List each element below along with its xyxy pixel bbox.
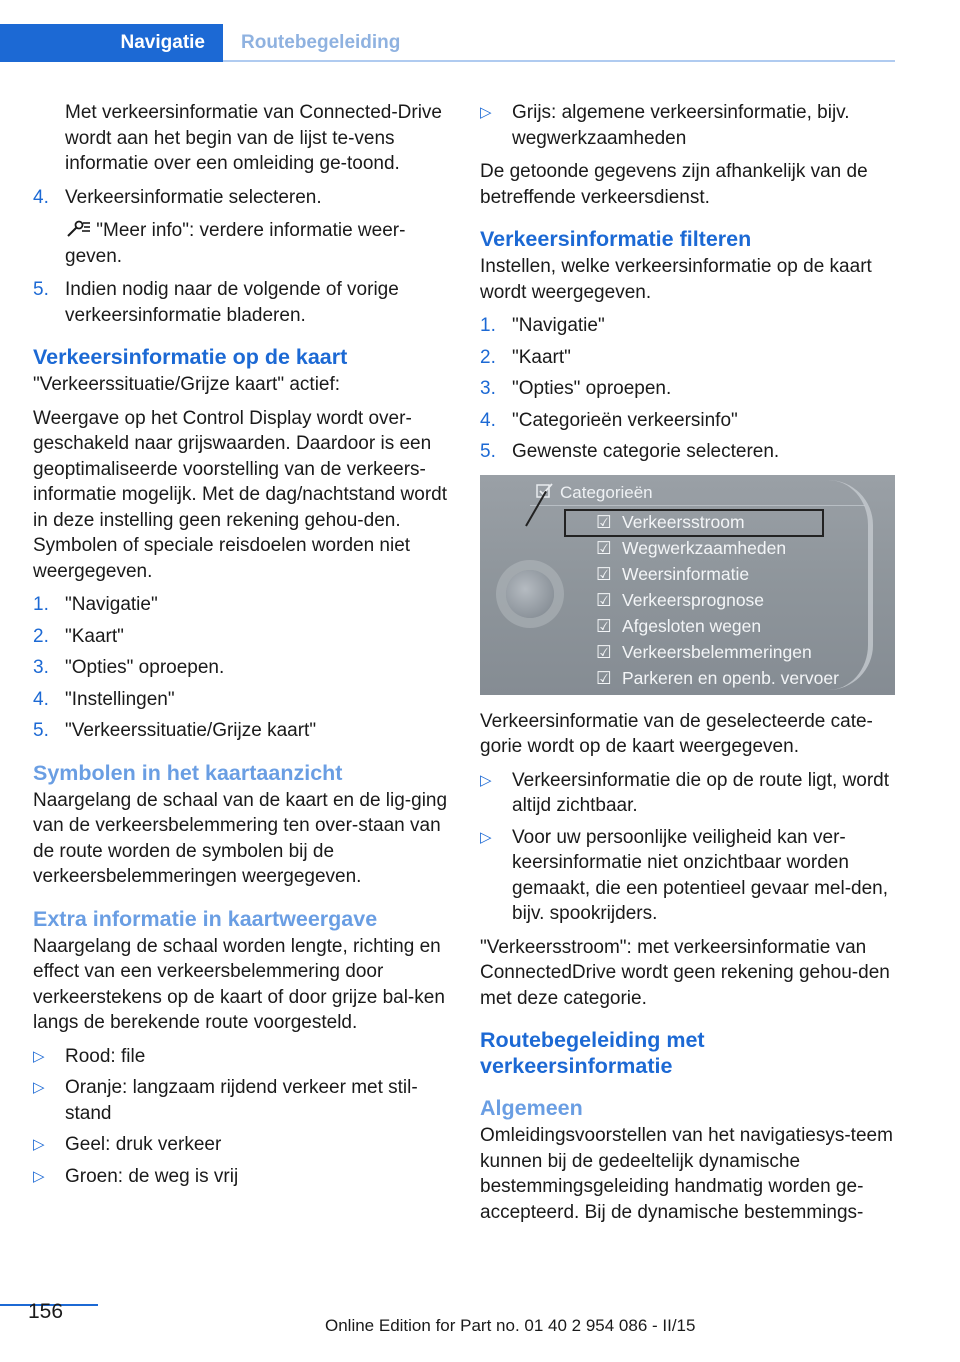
page-header (0, 24, 895, 62)
list-item (33, 1075, 448, 1126)
list-item (480, 825, 895, 927)
paragraph-symbolen: Naargelang de schaal van de kaart en de lig-ging van de verkeersbelemmering ten over-staan van de route worden de symbolen bij de verkeersbelemmeringen weergegeven. (33, 789, 448, 887)
category-label: Parkeren en openb. vervoer (622, 667, 839, 688)
left-column (33, 100, 448, 1197)
tab-navigatie[interactable]: Navigatie (0, 24, 223, 62)
paragraph-extra: Naargelang de schaal worden lengte, richting en effect van een verkeersbelemmering door verkeerstekens op de kaart of door grijze bal-ken langs de berekende route voorgesteld. (33, 935, 445, 1033)
step-number: 4. (480, 409, 496, 431)
bullet-text: Geel: druk verkeer (65, 1134, 222, 1155)
bullet-text: Rood: file (65, 1045, 146, 1067)
category-label: Wegwerkzaamheden (622, 537, 787, 558)
checkbox-checked-icon: ☑ (596, 563, 612, 584)
list-item (33, 1164, 448, 1190)
list-item (33, 277, 448, 328)
step-number: 4. (33, 186, 49, 208)
heading-routebegeleiding: Routebegeleiding met verkeersinformatie (480, 1028, 705, 1078)
steps-top-list-2 (33, 277, 448, 328)
list-item (33, 718, 448, 744)
list-item (480, 768, 895, 819)
paragraph-geselecteerd: Verkeersinformatie van de geselecteerde cate-gorie wordt op de kaart weergegeven. (480, 710, 873, 757)
heading-algemeen: Algemeen (480, 1096, 583, 1120)
list-item (480, 345, 895, 371)
category-item[interactable] (596, 665, 839, 691)
category-label: Verkeersprognose (622, 589, 765, 610)
visibility-bullet-list (480, 768, 895, 927)
step-text: "Navigatie" (65, 594, 158, 615)
category-item[interactable] (596, 613, 761, 639)
triangle-bullet-icon: ▷ (33, 1136, 45, 1153)
step-text: "Categorieën verkeersinfo" (512, 409, 738, 431)
list-item (480, 439, 895, 465)
step-number: 5. (33, 720, 49, 741)
screen-divider (530, 505, 865, 506)
paragraph-algemeen: Omleidingsvoorstellen van het navigatiesys-teem kunnen bij de gedeeltelijk dynamische bestemmingsgeleiding handmatig worden ge-accepteerd. Bij de dynamische bestemmings- (480, 1125, 893, 1223)
step-number: 3. (33, 657, 49, 678)
checkbox-checked-icon: ☑ (596, 641, 612, 662)
screen-scroll-arc (828, 480, 873, 690)
controller-knob-icon (506, 570, 554, 618)
bullet-text: Verkeersinformatie die op de route ligt, wordt altijd zichtbaar. (512, 769, 890, 816)
category-item[interactable] (596, 535, 786, 561)
category-item[interactable] (596, 587, 764, 613)
category-label: Weersinformatie (622, 563, 750, 584)
triangle-bullet-icon: ▷ (33, 1079, 45, 1096)
list-item (480, 100, 895, 151)
step-text: "Navigatie" (512, 315, 605, 336)
steps-top-list (33, 185, 448, 211)
category-label: Verkeersbelemmeringen (622, 641, 812, 662)
checkbox-checked-icon: ☑ (596, 537, 612, 558)
step-text: "Kaart" (65, 625, 124, 647)
meer-info-paragraph (33, 218, 448, 269)
bullet-text: Grijs: algemene verkeersinformatie, bijv. wegwerkzaamheden (512, 102, 850, 149)
bullet-text: Groen: de weg is vrij (65, 1165, 239, 1187)
list-item (480, 376, 895, 402)
step-text: Gewenste categorie selecteren. (512, 441, 780, 462)
triangle-bullet-icon: ▷ (480, 828, 492, 846)
step-text: "Instellingen" (65, 688, 175, 710)
step-text: "Opties" oproepen. (512, 378, 672, 399)
triangle-bullet-icon: ▷ (480, 771, 492, 789)
list-item (33, 592, 448, 618)
page-number: 156 (28, 1300, 64, 1323)
screen-title: Categorieën (560, 482, 653, 502)
steps-filter-list (480, 313, 895, 465)
bullet-text: Oranje: langzaam rijdend verkeer met stil-stand (65, 1077, 418, 1124)
list-item (33, 1132, 448, 1158)
color-bullet-list (33, 1044, 448, 1190)
checkbox-checked-icon: ☑ (596, 589, 612, 610)
step-text: Indien nodig naar de volgende of vorige verkeersinformatie bladeren. (65, 279, 399, 326)
list-item (33, 1044, 448, 1070)
heading-symbolen: Symbolen in het kaartaanzicht (33, 760, 343, 785)
category-item[interactable] (596, 639, 812, 665)
step-number: 1. (33, 594, 49, 615)
heading-filteren: Verkeersinformatie filteren (480, 227, 752, 251)
checkbox-checked-icon: ☑ (596, 615, 612, 636)
bullet-text: Voor uw persoonlijke veiligheid kan ver-keersinformatie niet onzichtbaar worden gemaakt, die een potentieel gevaar mel-den, bijv. spookrijders. (512, 826, 889, 924)
step-text: "Kaart" (512, 346, 571, 368)
step-number: 2. (33, 625, 49, 647)
list-item (33, 687, 448, 713)
category-item[interactable] (596, 561, 749, 587)
checkbox-checked-icon: ☑ (596, 511, 612, 532)
paragraph-getoonde: De getoonde gegevens zijn afhankelijk van de betreffende verkeersdienst. (480, 161, 868, 208)
step-text: "Verkeerssituatie/Grijze kaart" (65, 720, 317, 741)
triangle-bullet-icon: ▷ (480, 104, 492, 121)
category-item[interactable] (596, 509, 745, 535)
list-item (480, 313, 895, 339)
paragraph-instellen: Instellen, welke verkeersinformatie op de kaart wordt weergegeven. (480, 256, 872, 303)
list-item (480, 408, 895, 434)
category-label: Verkeersstroom (622, 511, 745, 532)
step-text: "Opties" oproepen. (65, 657, 225, 678)
step-text: Verkeersinformatie selecteren. (65, 186, 322, 208)
heading-verkeersinfo-kaart: Verkeersinformatie op de kaart (33, 345, 348, 369)
step-number: 2. (480, 346, 496, 368)
list-item (33, 624, 448, 650)
steps-kaart-list (33, 592, 448, 744)
paragraph-actief: "Verkeerssituatie/Grijze kaart" actief: (33, 374, 341, 395)
paragraph-weergave: Weergave op het Control Display wordt over-geschakeld naar grijswaarden. Daardoor is een geoptimaliseerde voorstelling van de verkeers-informatie mogelijk. Met de dag/nachtstand wordt in deze instelling geen rekening gehou-den. Symbolen of speciale reisdoelen worden niet weergegeven. (33, 407, 447, 582)
step-number: 5. (33, 279, 49, 300)
category-label: Afgesloten wegen (622, 615, 762, 636)
list-item (33, 185, 448, 211)
tab-routebegeleiding[interactable]: Routebegeleiding (241, 32, 401, 53)
step-number: 5. (480, 441, 496, 462)
triangle-bullet-icon: ▷ (33, 1047, 45, 1065)
edition-footer: Online Edition for Part no. 01 40 2 954 086 - II/15 (325, 1316, 696, 1335)
step-number: 3. (480, 378, 496, 399)
step-number: 1. (480, 315, 496, 336)
control-display-screenshot (480, 475, 895, 695)
checkbox-checked-icon: ☑ (596, 667, 612, 688)
triangle-bullet-icon: ▷ (33, 1167, 45, 1185)
settings-tool-icon (65, 219, 91, 239)
heading-extra-informatie: Extra informatie in kaartweergave (33, 906, 378, 931)
step-number: 4. (33, 688, 49, 710)
intro-paragraph: Met verkeersinformatie van Connected-Drive wordt aan het begin van de lijst te-vens informatie over een omleiding ge-toond. (65, 102, 442, 174)
paragraph-verkeersstroom: "Verkeersstroom": met verkeersinformatie van ConnectedDrive wordt geen rekening gehou-den met deze categorie. (480, 936, 890, 1009)
grijs-bullet-list (480, 100, 895, 151)
list-item (33, 655, 448, 681)
right-column (480, 100, 895, 1233)
meer-info-text: "Meer info": verdere informatie weer-geven. (65, 220, 406, 267)
